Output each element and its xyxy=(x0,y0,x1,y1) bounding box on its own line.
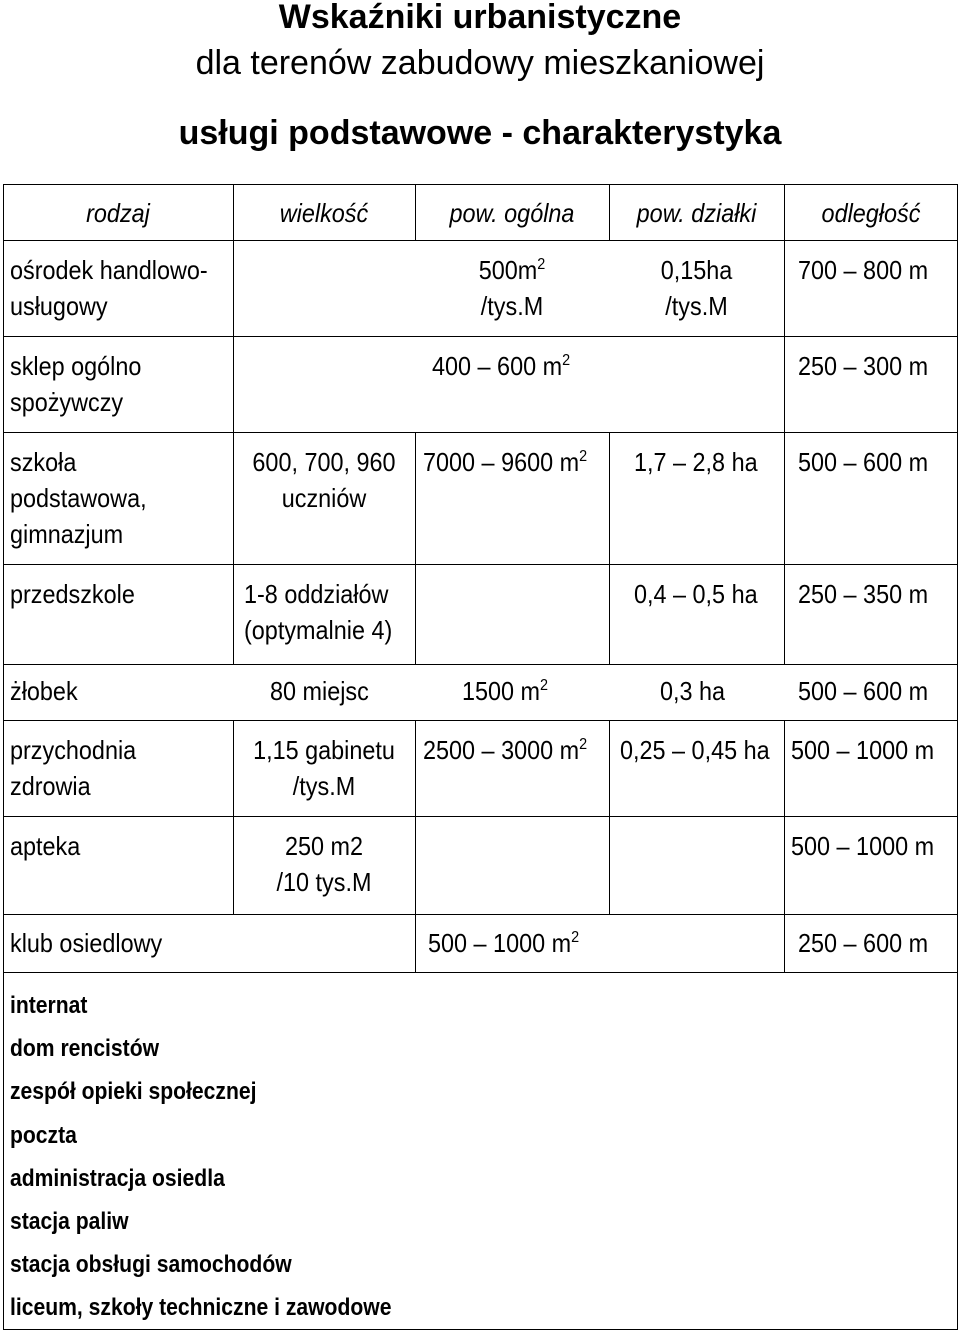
row-label: szkoła podstawowa, gimnazjum xyxy=(10,447,147,549)
column-divider xyxy=(415,184,416,240)
page-subtitle: dla terenów zabudowy mieszkaniowej xyxy=(195,44,765,82)
list-item: dom rencistów xyxy=(10,1035,160,1063)
list-item: poczta xyxy=(10,1121,77,1149)
row-divider xyxy=(3,720,958,721)
list-item: zespół opieki społecznej xyxy=(10,1078,257,1106)
cell-pow-ogolna: 400 – 600 $m^2$ xyxy=(432,351,571,381)
cell-odleglosc: 250 – 300 m xyxy=(798,351,929,381)
list-item: stacja obsługi samochodów xyxy=(10,1251,292,1279)
column-divider xyxy=(609,432,610,664)
row-divider xyxy=(3,336,958,337)
cell-pow-dzialki: 0,15ha /tys.M xyxy=(660,255,733,321)
header-wielkosc: wielkość xyxy=(279,198,369,228)
header-pow-ogolna: pow. ogólna xyxy=(449,198,575,228)
list-item: internat xyxy=(10,992,88,1019)
other-services-list xyxy=(10,984,391,1330)
row-label: ośrodek handlowo- usługowy xyxy=(10,255,208,321)
cell-wielkosc: 80 miejsc xyxy=(270,676,369,706)
list-item: liceum, szkoły techniczne i zawodowe xyxy=(10,1294,392,1322)
row-label: przedszkole xyxy=(10,579,135,609)
column-divider xyxy=(609,720,610,914)
cell-odleglosc: 500 – 600 m xyxy=(798,447,929,477)
header-pow-dzialki: pow. działki xyxy=(636,198,757,228)
list-item: administracja osiedla xyxy=(10,1164,225,1192)
row-label: sklep ogólno spożywczy xyxy=(10,351,142,417)
row-divider xyxy=(3,240,958,241)
column-divider xyxy=(784,184,785,664)
header-odleglosc: odległość xyxy=(821,198,921,228)
cell-pow-ogolna: 7000 – 9600 $m^2$ xyxy=(423,447,588,477)
cell-pow-dzialki: 0,4 – 0,5 ha xyxy=(634,579,758,609)
cell-odleglosc: 500 – 1000 m xyxy=(791,831,935,861)
cell-pow-dzialki: 0,25 – 0,45 ha xyxy=(620,735,770,765)
cell-odleglosc: 700 – 800 m xyxy=(798,255,929,285)
cell-odleglosc: 500 – 600 m xyxy=(798,676,929,706)
row-label: apteka xyxy=(10,831,81,861)
column-divider xyxy=(233,184,234,664)
cell-wielkosc: 250 m2 /10 tys.M xyxy=(276,831,372,897)
column-divider xyxy=(233,720,234,914)
header-rodzaj: rodzaj xyxy=(86,198,150,228)
cell-pow-ogolna: 2500 – 3000 $m^2$ xyxy=(423,735,588,765)
cell-pow-dzialki: 1,7 – 2,8 ha xyxy=(634,447,758,477)
list-item: stacja paliw xyxy=(10,1207,129,1235)
cell-wielkosc: 1-8 oddziałów (optymalnie 4) xyxy=(244,579,393,645)
cell-pow-ogolna: 1500 $m^2$ xyxy=(462,676,549,706)
cell-odleglosc: 500 – 1000 m xyxy=(791,735,935,765)
cell-pow-ogolna: $500m^2$ /tys.M xyxy=(478,255,546,321)
row-divider xyxy=(3,914,958,915)
page-title: Wskaźniki urbanistyczne xyxy=(278,0,682,36)
cell-odleglosc: 250 – 350 m xyxy=(798,579,929,609)
column-divider xyxy=(609,184,610,240)
row-label: klub osiedlowy xyxy=(10,928,163,958)
column-divider xyxy=(415,720,416,972)
cell-wielkosc: 1,15 gabinetu /tys.M xyxy=(253,735,395,801)
column-divider xyxy=(784,720,785,972)
row-divider xyxy=(3,816,958,817)
cell-odleglosc: 250 – 600 m xyxy=(798,928,929,958)
row-label: przychodnia zdrowia xyxy=(10,735,137,801)
section-title: usługi podstawowe - charakterystyka xyxy=(178,114,782,152)
row-divider xyxy=(3,972,958,973)
column-divider xyxy=(415,432,416,664)
cell-pow-dzialki: 0,3 ha xyxy=(660,676,726,706)
row-divider xyxy=(3,564,958,565)
row-divider xyxy=(3,664,958,665)
cell-pow-ogolna: 500 – 1000 $m^2$ xyxy=(428,928,580,958)
row-divider xyxy=(3,432,958,433)
cell-wielkosc: 600, 700, 960 uczniów xyxy=(252,447,396,513)
row-label: żłobek xyxy=(10,676,78,706)
